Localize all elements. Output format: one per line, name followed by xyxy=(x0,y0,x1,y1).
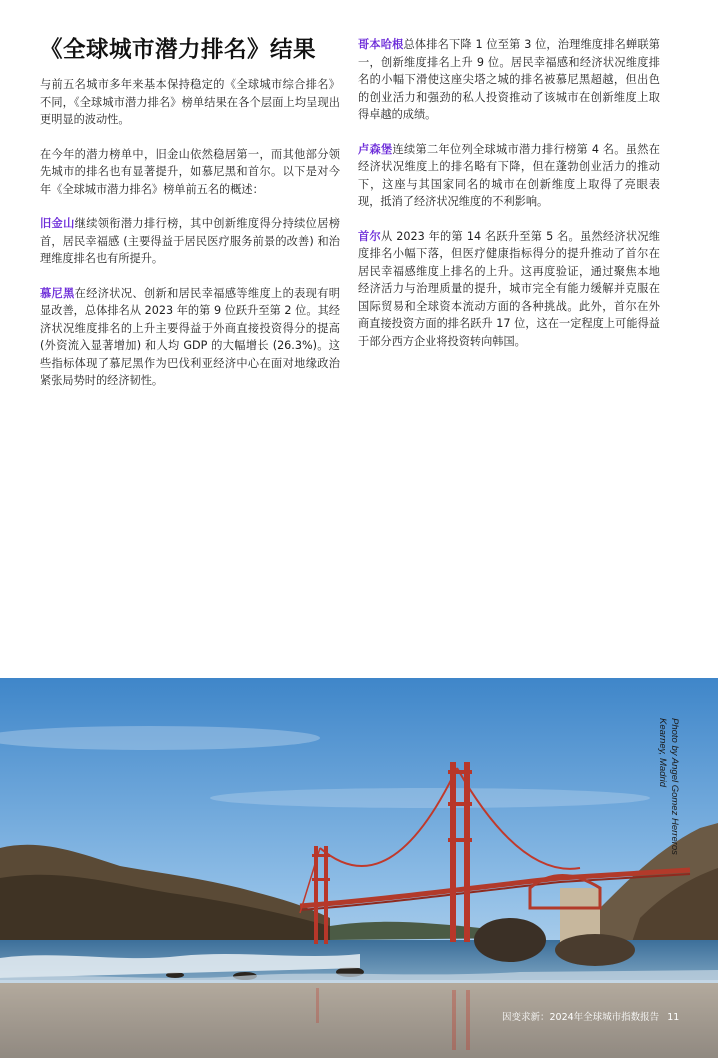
seoul-text: 从 2023 年的第 14 名跃升至第 5 名。虽然经济状况维度排名小幅下落，但医疗健康指标得分的提升推动了首尔在居民幸福感维度上排名的上升。这再度验证，通过聚焦本地经济活力与治理质量的提升，城市完全有能力缓解并克服在国际贸易和全球资本流动方面的各种挑战。此外，首尔在外商直接投资方面的排名跃升 17 位，这在一定程度上可能得益于部分西方企业将投资转向韩国。 xyxy=(358,229,660,348)
luxembourg-paragraph xyxy=(358,141,660,211)
city-name-copenhagen: 哥本哈根 xyxy=(358,38,404,51)
footer-report-title: 因变求新：2024年全球城市指数报告 xyxy=(502,1012,660,1023)
right-column xyxy=(358,36,660,367)
copenhagen-text: 总体排名下降 1 位至第 3 位，治理维度排名蝉联第一，创新维度排名上升 9 位。居民幸福感和经济状况维度排名的小幅下滑使这座尖塔之城的排名被慕尼黑超越，但出色的创业活力和强劲的私人投资推动了该城市在创新维度上取得卓越的成绩。 xyxy=(358,38,660,121)
san-francisco-paragraph xyxy=(40,215,340,268)
page-title: 《全球城市潜力排名》结果 xyxy=(40,37,317,63)
city-name-munich: 慕尼黑 xyxy=(40,286,75,300)
photo-credit-office: Kearney, Madrid xyxy=(657,718,668,787)
intro-paragraph-1: 与前五名城市多年来基本保持稳定的《全球城市综合排名》不同，《全球城市潜力排名》榜单结果在各个层面上均呈现出更明显的波动性。 xyxy=(40,78,340,126)
city-name-san-francisco: 旧金山 xyxy=(40,217,75,230)
left-column xyxy=(40,28,340,407)
munich-paragraph xyxy=(40,285,340,390)
city-name-seoul: 首尔 xyxy=(358,229,381,243)
copenhagen-paragraph xyxy=(358,36,660,124)
intro-paragraph-2: 在今年的潜力榜单中，旧金山依然稳居第一，而其他部分领先城市的排名也有显著提升，如慕尼黑和首尔。以下是对今年《全球城市潜力排名》榜单前五名的概述： xyxy=(40,147,340,196)
san-francisco-text: 继续领衔潜力排行榜，其中创新维度得分持续位居榜首，居民幸福感 (主要得益于居民医疗服务前景的改善) 和治理维度排名也有所提升。 xyxy=(40,217,340,265)
photo-credit-photographer: Photo by Angel Gomez Herreros xyxy=(669,718,680,855)
munich-text: 在经济状况、创新和居民幸福感等维度上的表现有明显改善，总体排名从 2023 年的第 9 位跃升至第 2 位。其经济状况维度排名的上升主要得益于外商直接投资得分的提高 (外资流入显著增加) 和人均 GDP 的大幅增长 (26.3%)。这些指标体现了慕尼黑作为巴伐利亚经济中心在面对地缘政治紧张局势时的经济韧性。 xyxy=(40,286,340,387)
page-footer xyxy=(502,1009,679,1023)
photo-credit xyxy=(656,718,680,855)
golden-gate-bridge-photo xyxy=(0,678,718,1058)
city-name-luxembourg: 卢森堡 xyxy=(358,142,393,156)
luxembourg-text: 连续第二年位列全球城市潜力排行榜第 4 名。虽然在经济状况维度上的排名略有下降，但在蓬勃创业活力的推动下，这座与其国家同名的城市在创新维度上取得了亮眼表现，抵消了经济状况维度的不利影响。 xyxy=(358,142,660,208)
seoul-paragraph xyxy=(358,228,660,351)
page-number: 11 xyxy=(667,1012,680,1023)
